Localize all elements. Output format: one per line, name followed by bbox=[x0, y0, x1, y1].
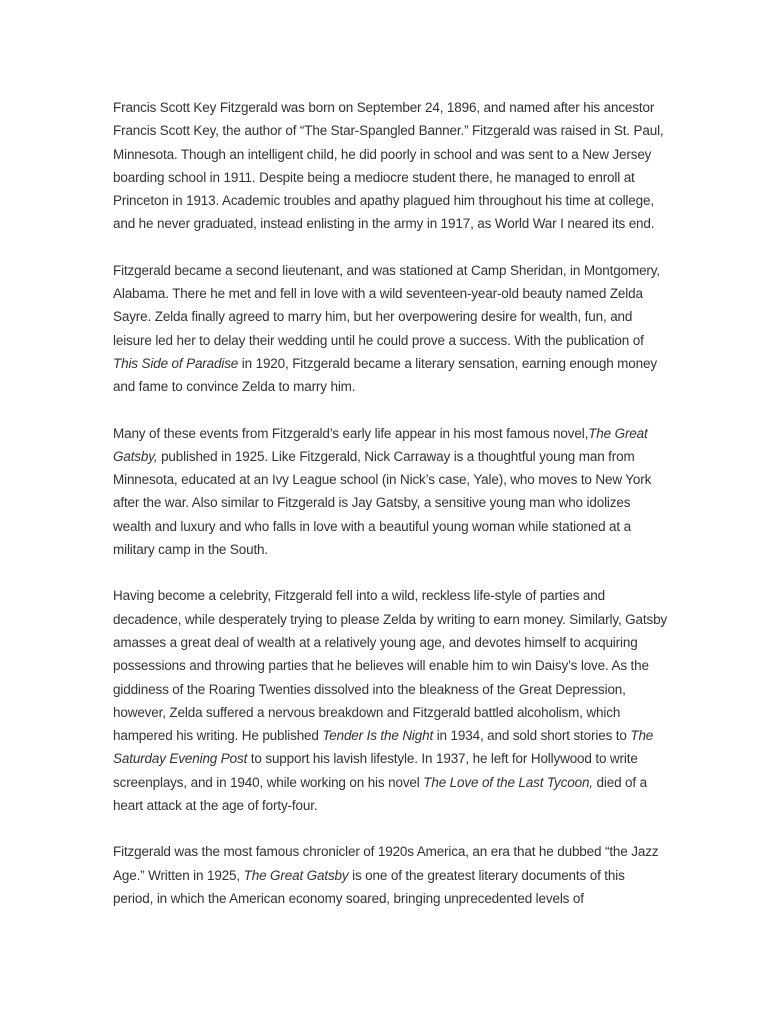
paragraph-text: in 1920, Fitzgerald became a literary sensation, earning enough money and fame to convince Zelda to marry him. bbox=[113, 355, 657, 395]
paragraph-text: is one of the greatest literary documents of this period, in which the American economy soared, bringing unprecedented levels of bbox=[113, 867, 625, 906]
paragraph-text: Fitzgerald became a second lieutenant, and was stationed at Camp Sheridan, in Montgomery, Alabama. There he met and fell in love with a wild seventeen-year-old beauty named Zelda Sayre. Zelda finally agreed to marry him, but her overpowering desire for wealth, fun, and leisure led her to delay their wedding until he could prove a success. With the publication of bbox=[113, 262, 660, 348]
book-title-italic: Tender Is the Night bbox=[322, 728, 434, 744]
paragraph-text: in 1934, and sold short stories to bbox=[433, 728, 631, 744]
document-body bbox=[113, 96, 668, 933]
paragraph-2 bbox=[113, 259, 668, 399]
paragraph-3 bbox=[113, 422, 668, 562]
paragraph-text: to support his lavish lifestyle. In 1937, he left for Hollywood to write screenplays, and in 1940, while working on his novel bbox=[113, 751, 638, 790]
paragraph-text: died of a heart attack at the age of forty-four. bbox=[113, 774, 647, 814]
paragraph-text: Having become a celebrity, Fitzgerald fell into a wild, reckless life-style of parties and decadence, while desperately trying to please Zelda by writing to earn money. Similarly, Gatsby amasses a great deal of wealth at a relatively young age, and devotes himself to acquiring possessions and throwing parties that he believes will enable him to win Daisy’s love. As the giddiness of the Roaring Twenties dissolved into the bleakness of the Great Depression, however, Zelda suffered a nervous breakdown and Fitzgerald battled alcoholism, which hampered his writing. He published bbox=[113, 588, 668, 744]
book-title-italic: The Love of the Last Tycoon, bbox=[423, 774, 593, 790]
book-title-italic: The Great Gatsby bbox=[243, 867, 349, 883]
book-title-italic: The Great Gatsby, bbox=[113, 425, 648, 464]
paragraph-4 bbox=[113, 584, 668, 817]
paragraph-text: Fitzgerald was the most famous chronicler of 1920s America, an era that he dubbed “the Jazz Age.” Written in 1925, bbox=[113, 844, 659, 883]
paragraph-1 bbox=[113, 96, 668, 236]
book-title-italic: This Side of Paradise bbox=[113, 355, 239, 371]
paragraph-text: published in 1925. Like Fitzgerald, Nick Carraway is a thoughtful young man from Minnesota, educated at an Ivy League school (in Nick’s case, Yale), who moves to New York after the war. Also similar to Fitzgerald is Jay Gatsby, a sensitive young man who idolizes wealth and luxury and who falls in love with a beautiful young woman while stationed at a military camp in the South. bbox=[113, 448, 652, 558]
paragraph-5 bbox=[113, 840, 668, 910]
paragraph-text: Many of these events from Fitzgerald’s early life appear in his most famous novel, bbox=[113, 425, 589, 441]
publication-title-italic: The Saturday Evening Post bbox=[113, 728, 654, 767]
paragraph-text: Francis Scott Key Fitzgerald was born on September 24, 1896, and named after his ancestor Francis Scott Key, the author of “The Star-Spangled Banner.” Fitzgerald was raised in St. Paul, Minnesota. Though an intelligent child, he did poorly in school and was sent to a New Jersey boarding school in 1911. Despite being a mediocre student there, he managed to enroll at Princeton in 1913. Academic troubles and apathy plagued him throughout his time at college, and he never graduated, instead enlisting in the army in 1917, as World War I neared its end. bbox=[113, 100, 664, 232]
